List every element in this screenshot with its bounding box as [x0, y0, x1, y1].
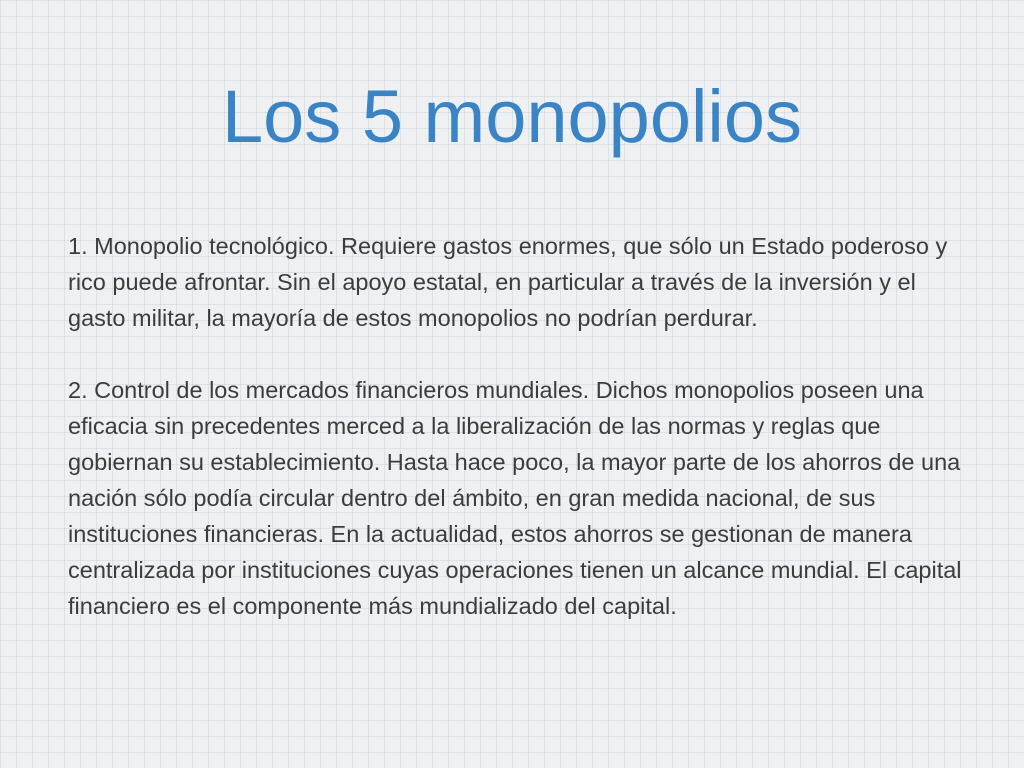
paragraph-financial-markets-control: 2. Control de los mercados financieros mundiales. Dichos monopolios poseen una eficacia sin precedentes merced a la liberalización de las normas y reglas que gobiernan su establecimiento. Hasta hace poco, la mayor parte de los ahorros de una nación sólo podía circular dentro del ámbito, en gran medida nacional, de sus instituciones financieras. En la actualidad, estos ahorros se gestionan de manera centralizada por instituciones cuyas operaciones tienen un alcance mundial. El capital financiero es el componente más mundializado del capital. — [68, 377, 962, 619]
slide-body — [68, 228, 968, 660]
slide-title: Los 5 monopolios — [221, 75, 803, 158]
paragraph-technology-monopoly: 1. Monopolio tecnológico. Requiere gastos enormes, que sólo un Estado poderoso y rico puede afrontar. Sin el apoyo estatal, en particular a través de la inversión y el gasto militar, la mayoría de estos monopolios no podrían perdurar. — [68, 233, 948, 331]
